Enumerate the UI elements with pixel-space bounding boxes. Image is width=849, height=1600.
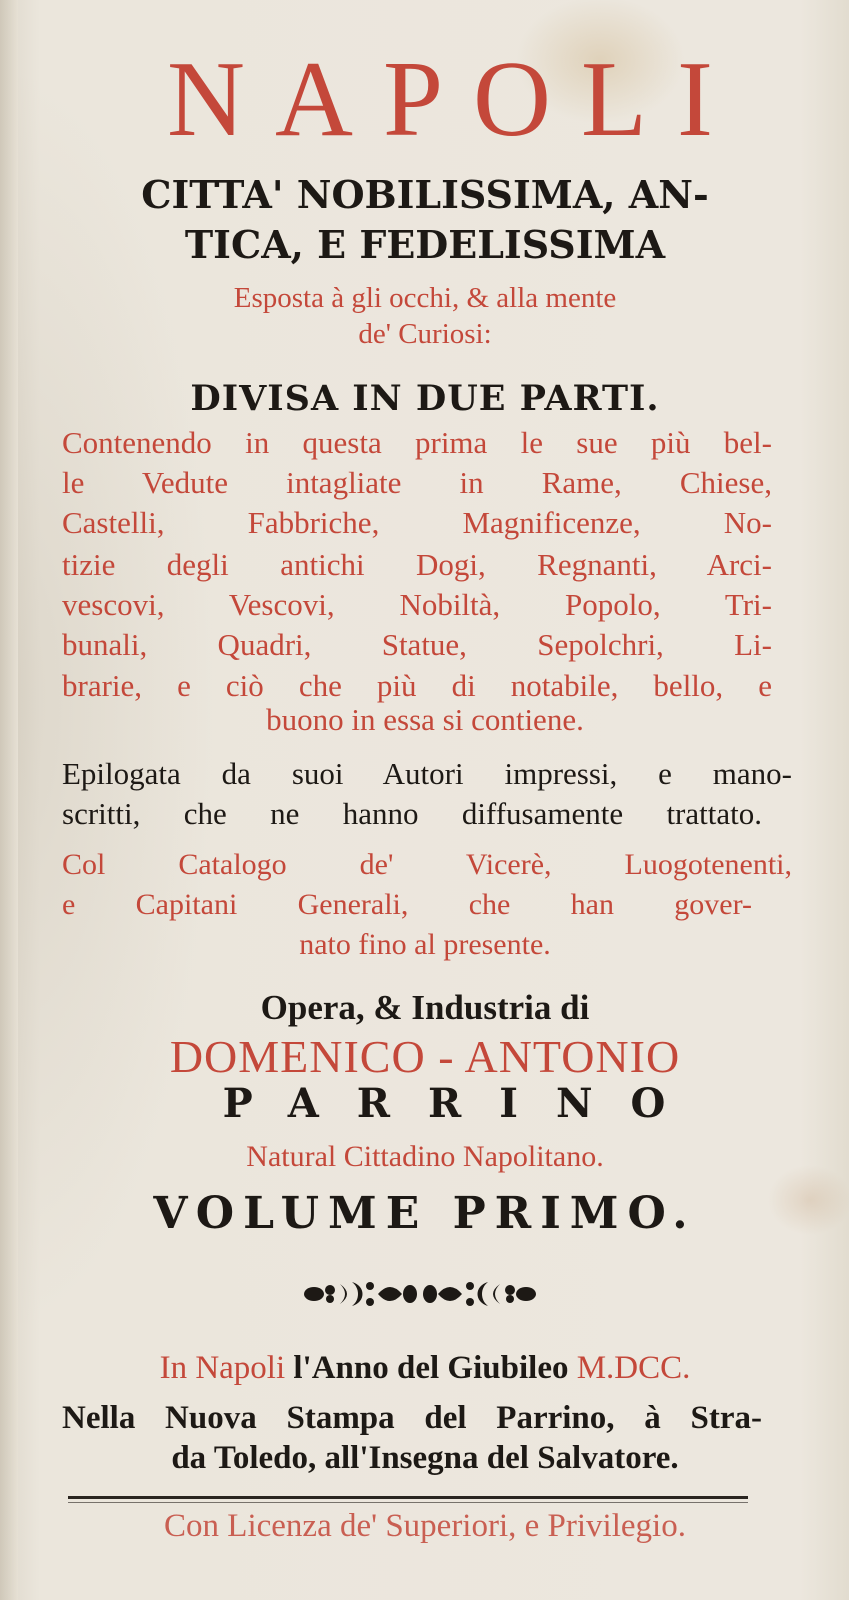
book-spine-edge bbox=[0, 0, 18, 1600]
fleuron-ornament-icon bbox=[300, 1272, 540, 1316]
author-description: Natural Cittadino Napolitano. bbox=[246, 1140, 604, 1173]
exposition-line-1: Esposta à gli occhi, & alla mente bbox=[233, 282, 617, 314]
epilogue-line: Epilogata da suoi Autori impressi, e mano- bbox=[62, 756, 792, 791]
contents-line: Castelli, Fabbriche, Magnificenze, No- bbox=[62, 505, 772, 540]
exposition-line-2: de' Curiosi: bbox=[358, 318, 492, 350]
book-title: NAPOLI bbox=[167, 40, 743, 159]
divider-rule bbox=[68, 1496, 748, 1499]
contents-line: Contenendo in questa prima le sue più bel- bbox=[62, 425, 772, 460]
subtitle-line-2: TICA, E FEDELISSIMA bbox=[184, 222, 666, 267]
contents-line: le Vedute intagliate in Rame, Chiese, bbox=[62, 465, 772, 500]
division-heading: DIVISA IN DUE PARTI. bbox=[190, 378, 660, 419]
catalogue-line: Col Catalogo de' Vicerè, Luogotenenti, bbox=[62, 848, 792, 881]
credit-line: Opera, & Industria di bbox=[260, 988, 590, 1027]
contents-line: buono in essa si contiene. bbox=[266, 702, 584, 737]
imprint-line bbox=[40, 1350, 810, 1387]
contents-line: brarie, e ciò che più di notabile, bello, e bbox=[62, 668, 772, 703]
catalogue-line: e Capitani Generali, che han gover- bbox=[62, 888, 752, 921]
volume-label: VOLUME PRIMO. bbox=[153, 1188, 697, 1239]
imprint-year: M.DCC. bbox=[576, 1350, 691, 1386]
contents-line: bunali, Quadri, Statue, Sepolchri, Li- bbox=[62, 627, 772, 662]
contents-line: tizie degli antichi Dogi, Regnanti, Arci- bbox=[62, 547, 772, 582]
imprint-place: In Napoli bbox=[159, 1350, 286, 1386]
divider-rule-thin bbox=[68, 1502, 748, 1503]
license-line: Con Licenza de' Superiori, e Privilegio. bbox=[164, 1508, 686, 1544]
epilogue-line: scritti, che ne hanno diffusamente trattato. bbox=[62, 796, 762, 831]
catalogue-line: nato fino al presente. bbox=[299, 928, 551, 961]
subtitle-line-1: CITTA' NOBILISSIMA, AN- bbox=[141, 172, 709, 217]
author-given-name: DOMENICO - ANTONIO bbox=[169, 1031, 681, 1082]
imprint-year-text: l'Anno del Giubileo bbox=[293, 1350, 569, 1386]
press-line-1: Nella Nuova Stampa del Parrino, à Stra- bbox=[62, 1400, 762, 1436]
press-line-2: da Toledo, all'Insegna del Salvatore. bbox=[171, 1440, 679, 1476]
contents-line: vescovi, Vescovi, Nobiltà, Popolo, Tri- bbox=[62, 587, 772, 622]
author-surname: PARRINO bbox=[222, 1080, 704, 1127]
